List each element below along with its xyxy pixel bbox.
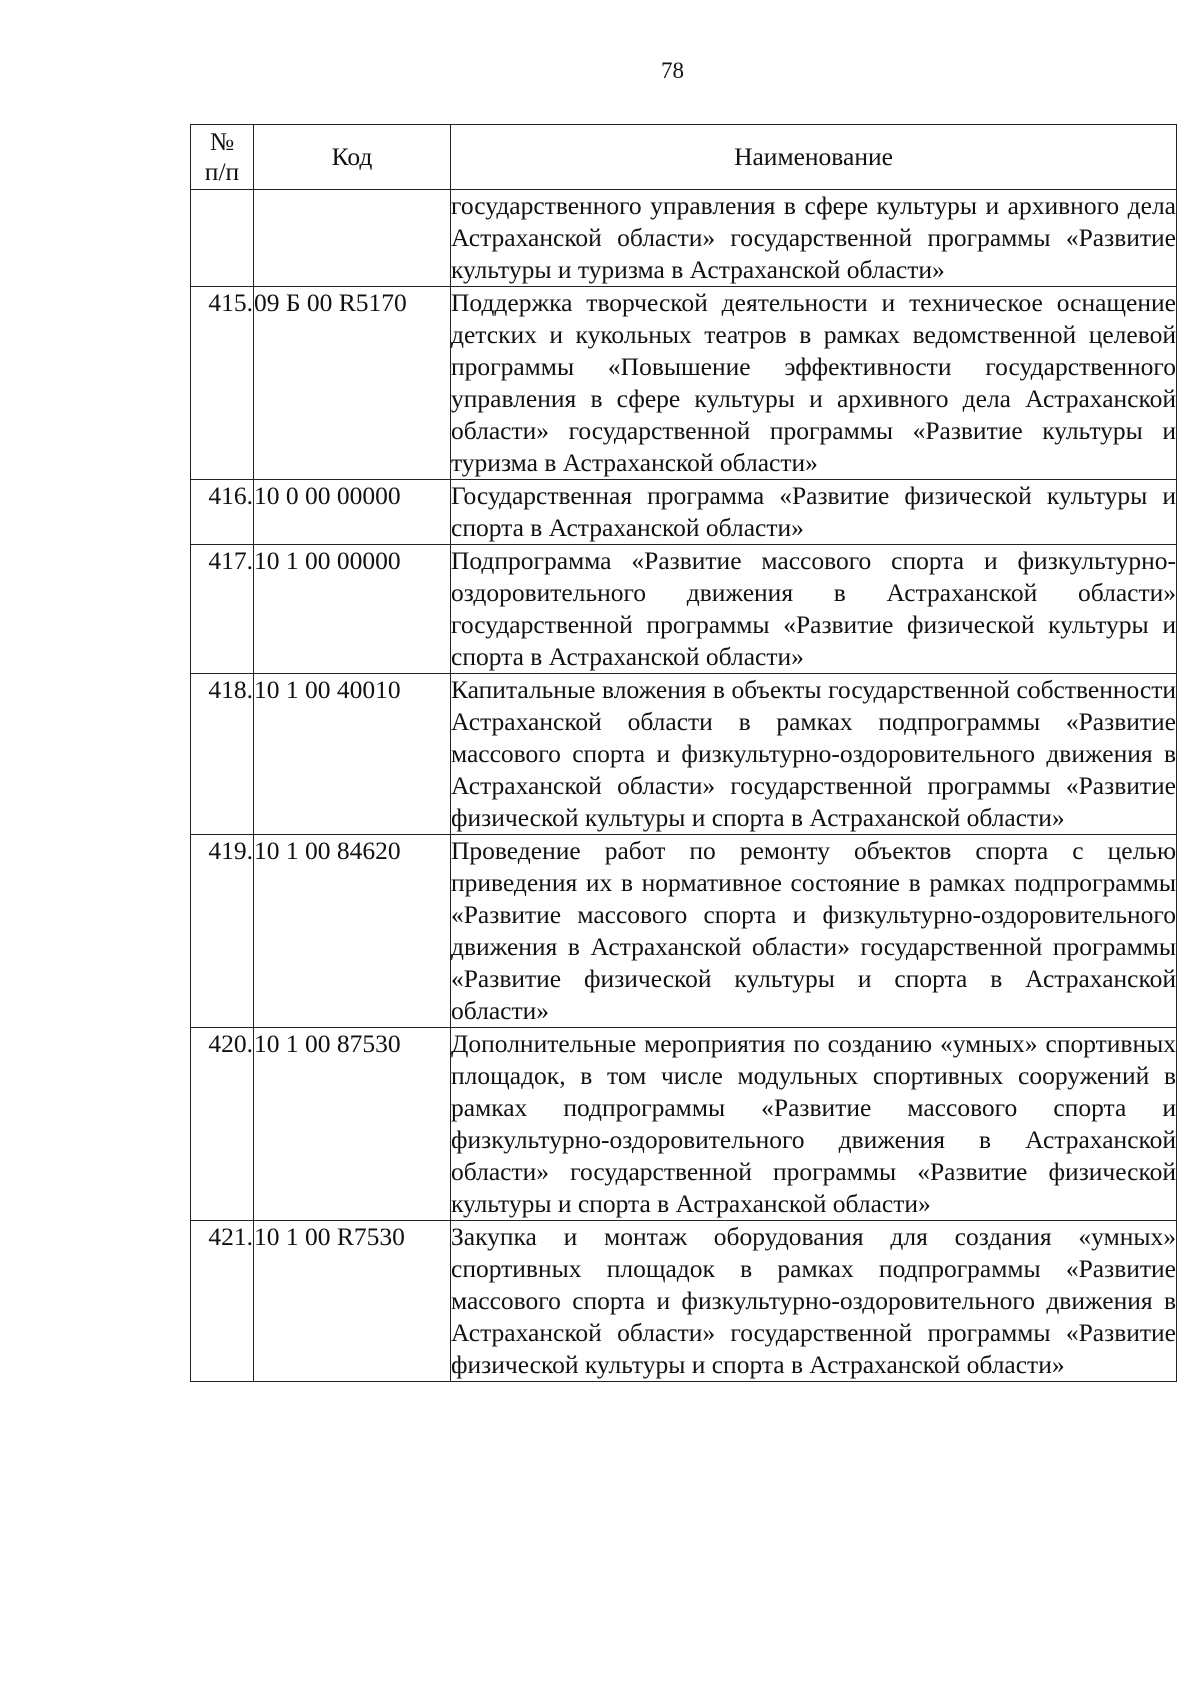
header-code: Код (254, 125, 451, 190)
table-row (191, 835, 1177, 1028)
table-row (191, 480, 1177, 545)
row-code: 10 1 00 R7530 (254, 1221, 451, 1382)
header-number (191, 125, 254, 190)
row-number: 419. (191, 835, 254, 1028)
row-number (191, 190, 254, 287)
row-name: Поддержка творческой деятельности и техническое оснащение детских и кукольных театров в рамках ведомственной целевой программы «Повышение эффективности государственного управления в сфере культуры и архивного дела Астраханской области» государственной программы «Развитие культуры и туризма в Астраханской области» (451, 287, 1177, 480)
row-name: Проведение работ по ремонту объектов спорта с целью приведения их в нормативное состояние в рамках подпрограммы «Развитие массового спорта и физкультурно-оздоровительного движения в Астраханской области» государственной программы «Развитие физической культуры и спорта в Астраханской области» (451, 835, 1177, 1028)
row-name: Дополнительные мероприятия по созданию «умных» спортивных площадок, в том числе модульных спортивных сооружений в рамках подпрограммы «Развитие массового спорта и физкультурно-оздоровительного движения в Астраханской области» государственной программы «Развитие физической культуры и спорта в Астраханской области» (451, 1028, 1177, 1221)
header-number-abbr: п/п (204, 157, 240, 186)
header-row (191, 125, 1177, 190)
page-number: 78 (661, 58, 684, 83)
row-code: 10 1 00 40010 (254, 674, 451, 835)
table-row (191, 545, 1177, 674)
row-code: 09 Б 00 R5170 (254, 287, 451, 480)
row-number: 418. (191, 674, 254, 835)
row-number: 417. (191, 545, 254, 674)
row-name: государственного управления в сфере культуры и архивного дела Астраханской области» государственной программы «Развитие культуры и туризма в Астраханской области» (451, 190, 1177, 287)
table-row (191, 674, 1177, 835)
row-number: 415. (191, 287, 254, 480)
table-body (191, 190, 1177, 1382)
row-code: 10 1 00 00000 (254, 545, 451, 674)
row-name: Закупка и монтаж оборудования для создания «умных» спортивных площадок в рамках подпрограммы «Развитие массового спорта и физкультурно-оздоровительного движения в Астраханской области» государственной программы «Развитие физической культуры и спорта в Астраханской области» (451, 1221, 1177, 1382)
row-code: 10 1 00 84620 (254, 835, 451, 1028)
table-row (191, 287, 1177, 480)
header-number-sign: № (209, 127, 235, 156)
row-code: 10 1 00 87530 (254, 1028, 451, 1221)
table-row (191, 190, 1177, 287)
table-header (191, 125, 1177, 190)
header-name: Наименование (451, 125, 1177, 190)
row-code (254, 190, 451, 287)
row-code: 10 0 00 00000 (254, 480, 451, 545)
table-row (191, 1221, 1177, 1382)
row-number: 420. (191, 1028, 254, 1221)
row-number: 416. (191, 480, 254, 545)
table-row (191, 1028, 1177, 1221)
row-name: Капитальные вложения в объекты государственной собственности Астраханской области в рамках подпрограммы «Развитие массового спорта и физкультурно-оздоровительного движения в Астраханской области» государственной программы «Развитие физической культуры и спорта в Астраханской области» (451, 674, 1177, 835)
budget-codes-table (190, 124, 1177, 1382)
row-name: Подпрограмма «Развитие массового спорта и физкультурно-оздоровительного движения в Астраханской области» государственной программы «Развитие физической культуры и спорта в Астраханской области» (451, 545, 1177, 674)
row-name: Государственная программа «Развитие физической культуры и спорта в Астраханской области» (451, 480, 1177, 545)
row-number: 421. (191, 1221, 254, 1382)
